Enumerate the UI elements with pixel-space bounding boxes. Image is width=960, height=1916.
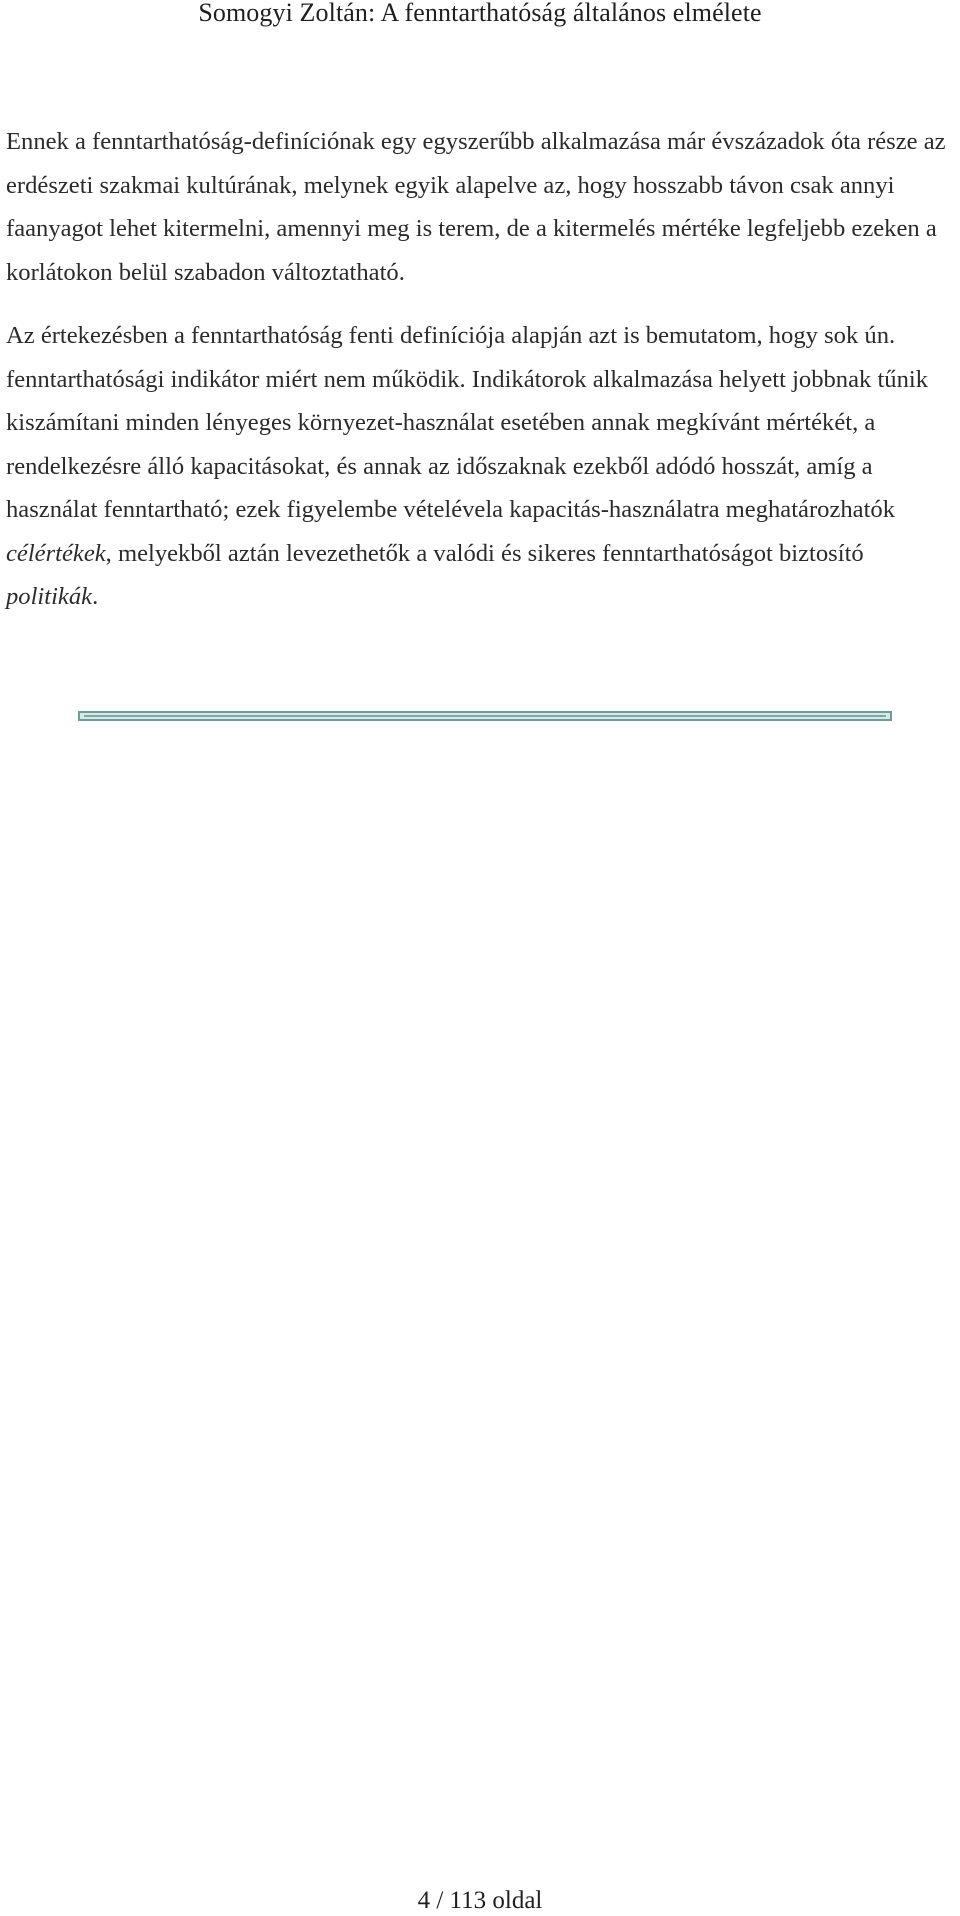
paragraph-indicators: [6, 314, 956, 619]
paragraph-text-segment: , melyekből aztán levezethetők a valódi és sikeres fenntarthatóságot biztosító: [105, 539, 864, 567]
paragraph-text-segment: Az értekezésben a fenntarthatóság fenti definíciója alapján azt is bemutatom, hogy sok ún. fenntarthatósági indikátor miért nem működik. Indikátorok alkalmazása helyett jobbnak tűnik kiszámítani minden lényeges környezet-használat esetében annak megkívánt mértékét, a rendelkezésre álló kapacitásokat, és annak az időszaknak ezekből adódó hosszát, amíg a használat fenntartható; ezek figyelembe vételévela kapacitás-használatra meghatározhatók: [6, 322, 929, 523]
paragraph-text-segment: .: [92, 583, 99, 610]
page-number: 4 / 113 oldal: [417, 1887, 543, 1914]
page-body: [6, 120, 956, 619]
emphasis-politikak: politikák: [6, 583, 93, 610]
running-header: Somogyi Zoltán: A fenntarthatóság általános elmélete: [198, 0, 762, 27]
section-divider-inner-line: [84, 715, 886, 717]
section-divider: [78, 711, 892, 721]
paragraph-forestry: Ennek a fenntarthatóság-definíciónak egy egyszerűbb alkalmazása már évszázadok óta része az erdészeti szakmai kultúrának, melynek egyik alapelve az, hogy hosszabb távon csak annyi faanyagot lehet kitermelni, amennyi meg is terem, de a kitermelés mértéke legfeljebb ezeken a korlátokon belül szabadon változtatható.: [6, 128, 946, 286]
emphasis-celertekek: célértékek: [6, 539, 106, 567]
